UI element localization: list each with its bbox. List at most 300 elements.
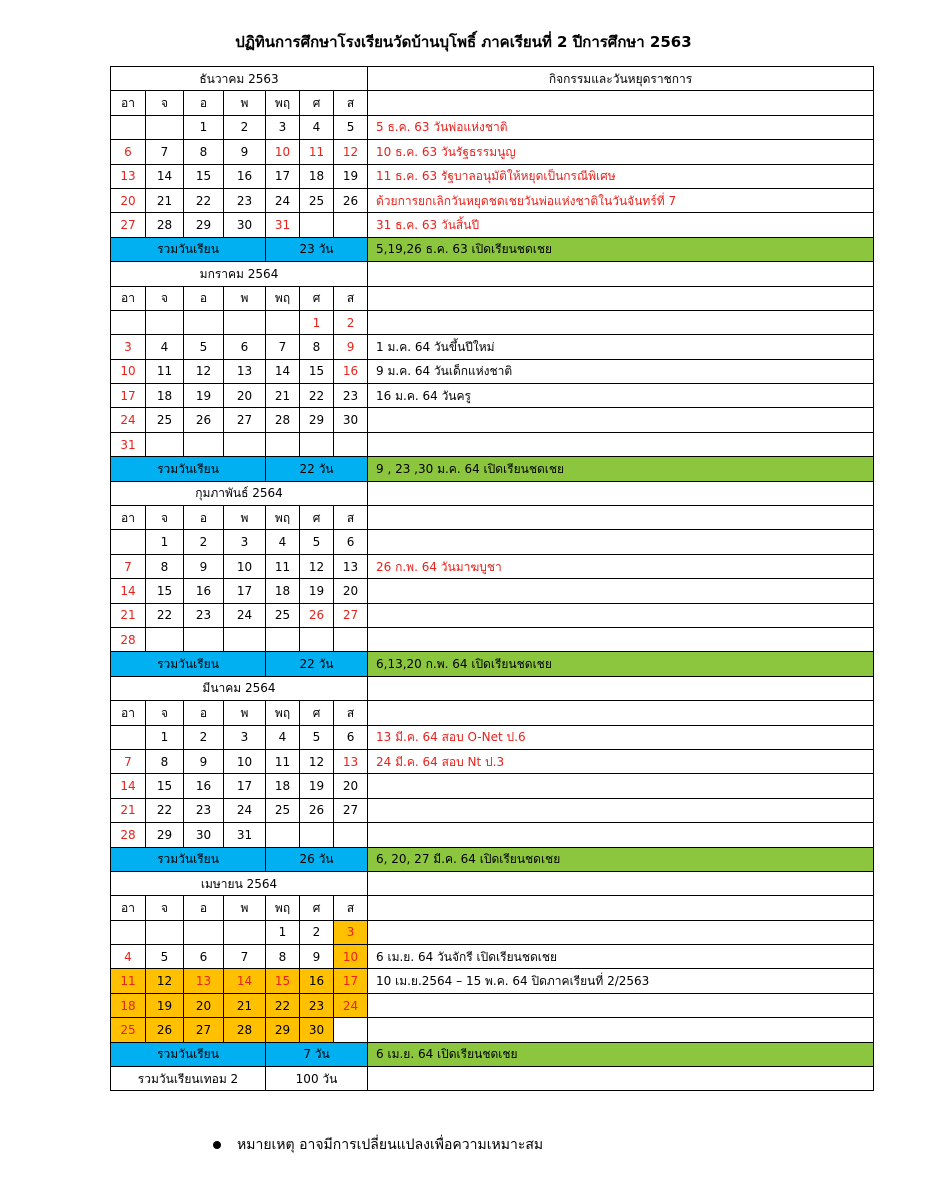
week-row: [111, 969, 874, 993]
day-cell: 18: [300, 164, 334, 188]
day-cell: 13: [334, 749, 368, 773]
day-cell: 7: [266, 335, 300, 359]
weekday-header: จ: [146, 506, 184, 530]
weekday-header: อา: [111, 896, 146, 920]
day-cell: 31: [111, 432, 146, 456]
day-cell: 4: [266, 530, 300, 554]
activity-cell: [368, 432, 874, 456]
day-cell: [146, 627, 184, 651]
day-cell: 22: [266, 993, 300, 1017]
day-cell: 17: [224, 579, 266, 603]
study-days-summary-row: [111, 237, 874, 261]
weekday-header: อา: [111, 701, 146, 725]
day-cell: 21: [111, 603, 146, 627]
day-cell: 18: [266, 774, 300, 798]
day-cell: 2: [224, 115, 266, 139]
study-days-value: 22 วัน: [266, 652, 368, 676]
month-name: เมษายน 2564: [111, 871, 368, 895]
day-cell: 10: [224, 749, 266, 773]
day-cell: 5: [334, 115, 368, 139]
weekday-header: อ: [184, 91, 224, 115]
study-days-value: 23 วัน: [266, 237, 368, 261]
day-cell: 23: [300, 993, 334, 1017]
week-row: [111, 164, 874, 188]
day-cell: 23: [334, 384, 368, 408]
day-cell: 24: [224, 603, 266, 627]
week-row: [111, 603, 874, 627]
week-row: [111, 384, 874, 408]
day-cell: 11: [146, 359, 184, 383]
day-cell: 21: [266, 384, 300, 408]
day-cell: 23: [184, 798, 224, 822]
week-row: [111, 993, 874, 1017]
day-cell: 8: [300, 335, 334, 359]
day-cell: 30: [334, 408, 368, 432]
weekday-header: พ: [224, 506, 266, 530]
day-cell: 18: [266, 579, 300, 603]
day-cell: 22: [146, 798, 184, 822]
day-cell: 10: [266, 140, 300, 164]
activity-cell: 9 ม.ค. 64 วันเด็กแห่งชาติ: [368, 359, 874, 383]
day-cell: [334, 213, 368, 237]
study-days-summary-row: [111, 652, 874, 676]
day-cell: 9: [184, 554, 224, 578]
weekday-header: พ: [224, 286, 266, 310]
day-cell: 3: [334, 920, 368, 944]
day-cell: 20: [224, 384, 266, 408]
day-cell: [184, 920, 224, 944]
day-cell: 8: [146, 749, 184, 773]
day-cell: 17: [111, 384, 146, 408]
weekday-header: อ: [184, 286, 224, 310]
day-cell: 26: [300, 603, 334, 627]
day-cell: 3: [266, 115, 300, 139]
study-days-label: รวมวันเรียน: [111, 237, 266, 261]
day-cell: [146, 310, 184, 334]
day-cell: 19: [300, 774, 334, 798]
activity-cell: 11 ธ.ค. 63 รัฐบาลอนุมัติให้หยุดเป็นกรณีพิเศษ: [368, 164, 874, 188]
day-cell: 5: [146, 945, 184, 969]
day-cell: 25: [266, 798, 300, 822]
makeup-note: 6 เม.ย. 64 เปิดเรียนชดเชย: [368, 1042, 874, 1066]
day-cell: 28: [111, 823, 146, 847]
day-cell: 12: [334, 140, 368, 164]
day-cell: 31: [224, 823, 266, 847]
day-cell: 11: [266, 749, 300, 773]
day-cell: [184, 310, 224, 334]
month-header-row: [111, 262, 874, 286]
day-cell: 26: [300, 798, 334, 822]
day-cell: [300, 823, 334, 847]
day-cell: [184, 627, 224, 651]
activity-cell: [368, 310, 874, 334]
month-header-row: [111, 871, 874, 895]
activity-cell: 10 เม.ย.2564 – 15 พ.ค. 64 ปิดภาคเรียนที่ 2/2563: [368, 969, 874, 993]
weekday-header: พฤ: [266, 91, 300, 115]
day-cell: 26: [184, 408, 224, 432]
weekday-header: อ: [184, 896, 224, 920]
week-row: [111, 188, 874, 212]
day-cell: 21: [111, 798, 146, 822]
activity-column-header: กิจกรรมและวันหยุดราชการ: [368, 67, 874, 91]
day-cell: 4: [300, 115, 334, 139]
day-cell: 28: [266, 408, 300, 432]
weekday-header: พ: [224, 896, 266, 920]
day-cell: [111, 725, 146, 749]
weekday-header: จ: [146, 896, 184, 920]
activity-cell: [368, 286, 874, 310]
day-cell: 26: [146, 1018, 184, 1042]
activity-cell: [368, 1067, 874, 1091]
weekday-header: อา: [111, 91, 146, 115]
day-cell: 27: [111, 213, 146, 237]
day-cell: [184, 432, 224, 456]
activity-cell: [368, 798, 874, 822]
day-cell: 29: [266, 1018, 300, 1042]
weekday-header: ศ: [300, 506, 334, 530]
day-cell: 18: [111, 993, 146, 1017]
day-cell: 29: [300, 408, 334, 432]
day-cell: 12: [300, 554, 334, 578]
day-cell: 12: [184, 359, 224, 383]
day-cell: 7: [111, 749, 146, 773]
activity-cell: [368, 579, 874, 603]
activity-column-header: [368, 262, 874, 286]
day-cell: 25: [146, 408, 184, 432]
day-cell: [146, 115, 184, 139]
day-cell: 23: [224, 188, 266, 212]
weekday-header: จ: [146, 91, 184, 115]
day-cell: 19: [184, 384, 224, 408]
activity-cell: [368, 506, 874, 530]
day-cell: [224, 920, 266, 944]
week-row: [111, 408, 874, 432]
page-title: ปฏิทินการศึกษาโรงเรียนวัดบ้านบุโพธิ์ ภาคเรียนที่ 2 ปีการศึกษา 2563: [235, 33, 692, 51]
day-cell: 5: [184, 335, 224, 359]
weekday-header: พฤ: [266, 701, 300, 725]
activity-column-header: [368, 871, 874, 895]
day-cell: [266, 432, 300, 456]
day-cell: 28: [224, 1018, 266, 1042]
day-cell: 24: [111, 408, 146, 432]
weekday-header-row: [111, 91, 874, 115]
day-cell: 6: [224, 335, 266, 359]
week-row: [111, 920, 874, 944]
activity-cell: ด้วยการยกเลิกวันหยุดชดเชยวันพ่อแห่งชาติในวันจันทร์ที่ 7: [368, 188, 874, 212]
day-cell: 8: [146, 554, 184, 578]
day-cell: 12: [300, 749, 334, 773]
day-cell: 15: [146, 774, 184, 798]
day-cell: 6: [184, 945, 224, 969]
term-total-value: 100 วัน: [266, 1067, 368, 1091]
weekday-header: ส: [334, 701, 368, 725]
weekday-header-row: [111, 286, 874, 310]
study-days-value: 7 วัน: [266, 1042, 368, 1066]
month-header-row: [111, 67, 874, 91]
day-cell: 25: [300, 188, 334, 212]
day-cell: 16: [300, 969, 334, 993]
day-cell: 15: [184, 164, 224, 188]
day-cell: [111, 530, 146, 554]
day-cell: 2: [184, 725, 224, 749]
day-cell: 2: [300, 920, 334, 944]
activity-cell: [368, 896, 874, 920]
weekday-header: พฤ: [266, 896, 300, 920]
activity-cell: 31 ธ.ค. 63 วันสิ้นปี: [368, 213, 874, 237]
study-days-summary-row: [111, 847, 874, 871]
day-cell: [224, 627, 266, 651]
day-cell: 1: [266, 920, 300, 944]
day-cell: 22: [300, 384, 334, 408]
day-cell: 8: [184, 140, 224, 164]
weekday-header-row: [111, 506, 874, 530]
study-days-summary-row: [111, 1042, 874, 1066]
makeup-note: 6, 20, 27 มี.ค. 64 เปิดเรียนชดเชย: [368, 847, 874, 871]
day-cell: 7: [224, 945, 266, 969]
day-cell: 4: [146, 335, 184, 359]
weekday-header: อ: [184, 701, 224, 725]
weekday-header: ศ: [300, 896, 334, 920]
day-cell: [334, 1018, 368, 1042]
day-cell: 10: [224, 554, 266, 578]
activity-cell: 5 ธ.ค. 63 วันพ่อแห่งชาติ: [368, 115, 874, 139]
day-cell: 23: [184, 603, 224, 627]
activity-cell: [368, 603, 874, 627]
day-cell: 7: [146, 140, 184, 164]
day-cell: 30: [300, 1018, 334, 1042]
activity-cell: [368, 774, 874, 798]
day-cell: 13: [334, 554, 368, 578]
week-row: [111, 774, 874, 798]
day-cell: 29: [146, 823, 184, 847]
day-cell: [111, 115, 146, 139]
term-total-label: รวมวันเรียนเทอม 2: [111, 1067, 266, 1091]
day-cell: 9: [224, 140, 266, 164]
month-header-row: [111, 676, 874, 700]
bullet-icon: [213, 1141, 221, 1149]
day-cell: 25: [266, 603, 300, 627]
remark-note: [213, 1134, 543, 1156]
weekday-header-row: [111, 701, 874, 725]
activity-cell: 26 ก.พ. 64 วันมาฆบูชา: [368, 554, 874, 578]
weekday-header: พฤ: [266, 286, 300, 310]
week-row: [111, 749, 874, 773]
study-days-label: รวมวันเรียน: [111, 652, 266, 676]
day-cell: 14: [266, 359, 300, 383]
day-cell: [334, 823, 368, 847]
day-cell: 13: [224, 359, 266, 383]
day-cell: 5: [300, 530, 334, 554]
week-row: [111, 115, 874, 139]
day-cell: 11: [111, 969, 146, 993]
day-cell: [146, 920, 184, 944]
weekday-header: พฤ: [266, 506, 300, 530]
day-cell: 6: [111, 140, 146, 164]
day-cell: 21: [224, 993, 266, 1017]
day-cell: [334, 432, 368, 456]
day-cell: 16: [184, 579, 224, 603]
day-cell: 3: [224, 725, 266, 749]
day-cell: 27: [184, 1018, 224, 1042]
day-cell: [300, 627, 334, 651]
activity-cell: [368, 920, 874, 944]
day-cell: [111, 310, 146, 334]
day-cell: 14: [111, 579, 146, 603]
day-cell: 10: [334, 945, 368, 969]
day-cell: 24: [224, 798, 266, 822]
day-cell: 6: [334, 725, 368, 749]
activity-cell: 24 มี.ค. 64 สอบ Nt ป.3: [368, 749, 874, 773]
day-cell: 9: [334, 335, 368, 359]
weekday-header: ส: [334, 506, 368, 530]
day-cell: 7: [111, 554, 146, 578]
day-cell: 11: [266, 554, 300, 578]
day-cell: 25: [111, 1018, 146, 1042]
day-cell: 28: [146, 213, 184, 237]
month-name: กุมภาพันธ์ 2564: [111, 481, 368, 505]
day-cell: 19: [146, 993, 184, 1017]
day-cell: 11: [300, 140, 334, 164]
day-cell: 5: [300, 725, 334, 749]
day-cell: 14: [111, 774, 146, 798]
activity-cell: [368, 1018, 874, 1042]
day-cell: 4: [111, 945, 146, 969]
activity-cell: [368, 823, 874, 847]
week-row: [111, 554, 874, 578]
day-cell: 12: [146, 969, 184, 993]
weekday-header: อา: [111, 506, 146, 530]
weekday-header: ส: [334, 896, 368, 920]
week-row: [111, 310, 874, 334]
activity-cell: 1 ม.ค. 64 วันขึ้นปีใหม่: [368, 335, 874, 359]
week-row: [111, 1018, 874, 1042]
day-cell: 17: [334, 969, 368, 993]
weekday-header: ส: [334, 91, 368, 115]
day-cell: 20: [184, 993, 224, 1017]
week-row: [111, 579, 874, 603]
weekday-header-row: [111, 896, 874, 920]
day-cell: 20: [111, 188, 146, 212]
day-cell: 8: [266, 945, 300, 969]
makeup-note: 6,13,20 ก.พ. 64 เปิดเรียนชดเชย: [368, 652, 874, 676]
day-cell: [224, 432, 266, 456]
academic-calendar-table: [110, 66, 874, 1091]
day-cell: 20: [334, 774, 368, 798]
day-cell: 2: [334, 310, 368, 334]
week-row: [111, 213, 874, 237]
study-days-label: รวมวันเรียน: [111, 457, 266, 481]
day-cell: [334, 627, 368, 651]
activity-cell: 16 ม.ค. 64 วันครู: [368, 384, 874, 408]
day-cell: 13: [184, 969, 224, 993]
weekday-header: ศ: [300, 91, 334, 115]
activity-cell: [368, 530, 874, 554]
day-cell: 19: [300, 579, 334, 603]
weekday-header: พ: [224, 91, 266, 115]
day-cell: 4: [266, 725, 300, 749]
activity-cell: 13 มี.ค. 64 สอบ O-Net ป.6: [368, 725, 874, 749]
activity-cell: [368, 408, 874, 432]
activity-column-header: [368, 676, 874, 700]
activity-column-header: [368, 481, 874, 505]
day-cell: 24: [334, 993, 368, 1017]
day-cell: 16: [224, 164, 266, 188]
activity-cell: [368, 91, 874, 115]
week-row: [111, 140, 874, 164]
day-cell: [224, 310, 266, 334]
week-row: [111, 335, 874, 359]
day-cell: 1: [300, 310, 334, 334]
month-name: มกราคม 2564: [111, 262, 368, 286]
study-days-label: รวมวันเรียน: [111, 847, 266, 871]
day-cell: 14: [224, 969, 266, 993]
day-cell: [266, 823, 300, 847]
weekday-header: อา: [111, 286, 146, 310]
day-cell: 19: [334, 164, 368, 188]
day-cell: 16: [334, 359, 368, 383]
weekday-header: พ: [224, 701, 266, 725]
day-cell: 14: [146, 164, 184, 188]
study-days-value: 22 วัน: [266, 457, 368, 481]
weekday-header: ศ: [300, 701, 334, 725]
day-cell: 17: [224, 774, 266, 798]
day-cell: 1: [184, 115, 224, 139]
week-row: [111, 725, 874, 749]
day-cell: 2: [184, 530, 224, 554]
month-header-row: [111, 481, 874, 505]
term-total-row: [111, 1067, 874, 1091]
day-cell: [300, 213, 334, 237]
day-cell: 9: [300, 945, 334, 969]
day-cell: 10: [111, 359, 146, 383]
week-row: [111, 432, 874, 456]
day-cell: 30: [184, 823, 224, 847]
day-cell: 15: [300, 359, 334, 383]
day-cell: 1: [146, 530, 184, 554]
study-days-value: 26 วัน: [266, 847, 368, 871]
day-cell: 27: [334, 603, 368, 627]
study-days-label: รวมวันเรียน: [111, 1042, 266, 1066]
week-row: [111, 945, 874, 969]
day-cell: 22: [184, 188, 224, 212]
weekday-header: ส: [334, 286, 368, 310]
month-name: ธันวาคม 2563: [111, 67, 368, 91]
study-days-summary-row: [111, 457, 874, 481]
day-cell: 16: [184, 774, 224, 798]
day-cell: 22: [146, 603, 184, 627]
week-row: [111, 359, 874, 383]
weekday-header: ศ: [300, 286, 334, 310]
day-cell: [266, 627, 300, 651]
day-cell: 17: [266, 164, 300, 188]
day-cell: 26: [334, 188, 368, 212]
makeup-note: 9 , 23 ,30 ม.ค. 64 เปิดเรียนชดเชย: [368, 457, 874, 481]
weekday-header: อ: [184, 506, 224, 530]
activity-cell: 10 ธ.ค. 63 วันรัฐธรรมนูญ: [368, 140, 874, 164]
week-row: [111, 823, 874, 847]
day-cell: 3: [224, 530, 266, 554]
day-cell: 13: [111, 164, 146, 188]
day-cell: 31: [266, 213, 300, 237]
makeup-note: 5,19,26 ธ.ค. 63 เปิดเรียนชดเชย: [368, 237, 874, 261]
day-cell: [266, 310, 300, 334]
week-row: [111, 530, 874, 554]
day-cell: [300, 432, 334, 456]
day-cell: 28: [111, 627, 146, 651]
activity-cell: 6 เม.ย. 64 วันจักรี เปิดเรียนชดเชย: [368, 945, 874, 969]
day-cell: [146, 432, 184, 456]
day-cell: 21: [146, 188, 184, 212]
